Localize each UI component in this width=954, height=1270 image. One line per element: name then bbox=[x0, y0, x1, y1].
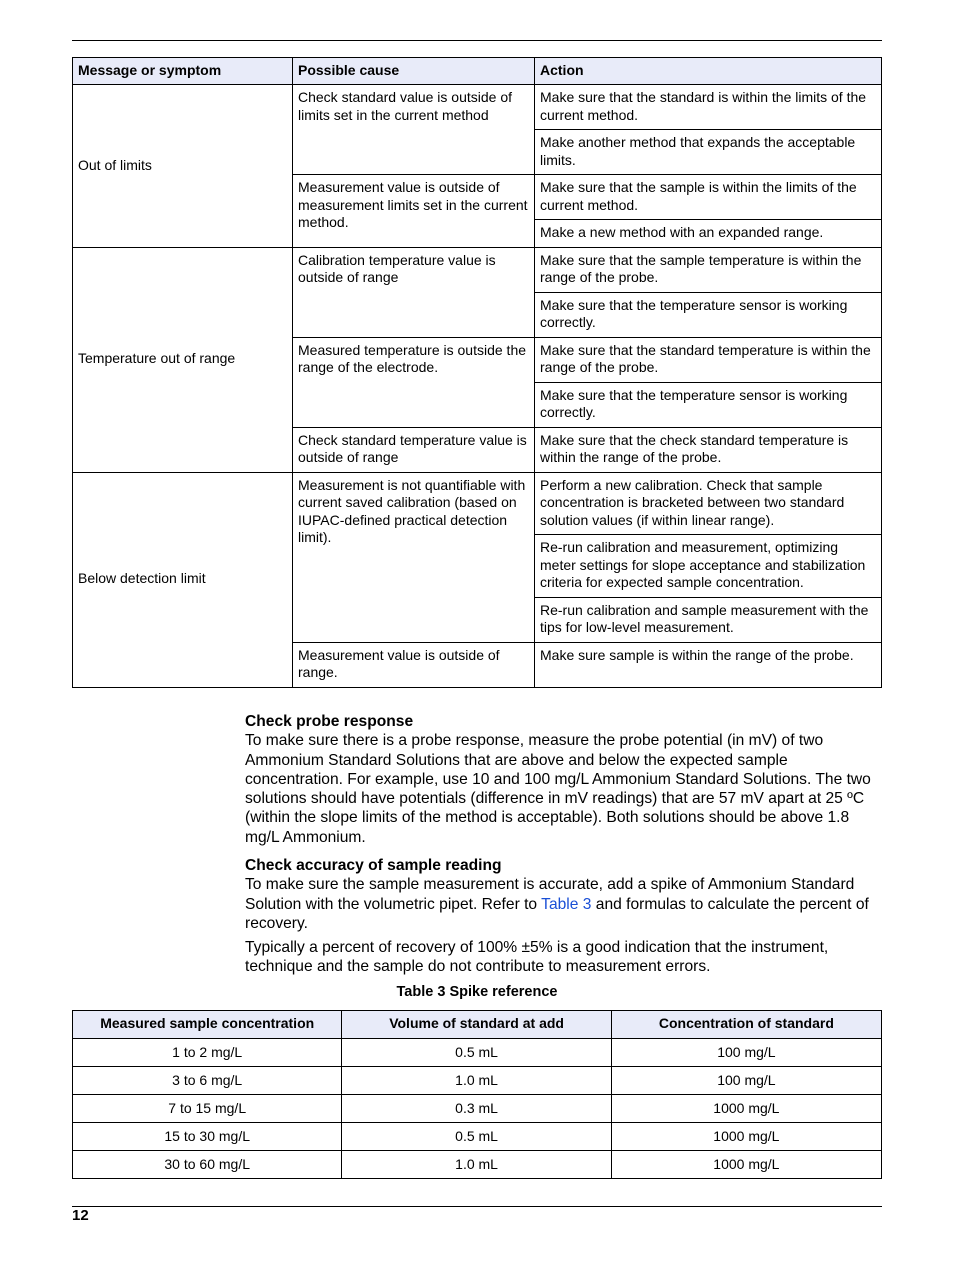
cause-cell: Measurement value is outside of range. bbox=[293, 642, 535, 687]
table-cell: 7 to 15 mg/L bbox=[73, 1095, 342, 1123]
action-cell: Make sure sample is within the range of the probe. bbox=[535, 642, 882, 687]
action-cell: Make a new method with an expanded range. bbox=[535, 220, 882, 248]
troubleshooting-table bbox=[72, 57, 882, 688]
action-cell: Make sure that the temperature sensor is working correctly. bbox=[535, 292, 882, 337]
spike-reference-table bbox=[72, 1010, 882, 1179]
section-heading: Check accuracy of sample reading bbox=[245, 857, 502, 874]
cause-cell: Measurement is not quantifiable with current saved calibration (based on IUPAC-defined practical detection limit). bbox=[293, 472, 535, 642]
recovery-paragraph bbox=[245, 938, 885, 977]
paragraph: To make sure there is a probe response, measure the probe potential (in mV) of two Ammonium Standard Solutions that are above and below the expected sample concentration. For example, use 10 and 100 mg/L Ammonium Standard Solutions. The two solutions should have potentials (difference in mV readings) that are 57 mV apart at 25 ºC (within the slope limits of the method is acceptable). Both solutions should be above 1.8 mg/L Ammonium. bbox=[245, 732, 871, 846]
table-row bbox=[73, 247, 882, 292]
probe-response-section bbox=[245, 712, 885, 847]
action-cell: Make another method that expands the acceptable limits. bbox=[535, 130, 882, 175]
cause-cell: Measurement value is outside of measurement limits set in the current method. bbox=[293, 175, 535, 248]
table-cell: 100 mg/L bbox=[611, 1067, 881, 1095]
table-cell: 1000 mg/L bbox=[611, 1151, 881, 1179]
symptom-cell: Below detection limit bbox=[73, 472, 293, 687]
action-cell: Make sure that the sample is within the limits of the current method. bbox=[535, 175, 882, 220]
table-row bbox=[73, 1067, 882, 1095]
table-cell: 0.5 mL bbox=[342, 1039, 611, 1067]
paragraph: Typically a percent of recovery of 100% ±5% is a good indication that the instrument, technique and the sample do not contribute to measurement errors. bbox=[245, 939, 829, 976]
table-cell: 3 to 6 mg/L bbox=[73, 1067, 342, 1095]
column-header: Concentration of standard bbox=[611, 1011, 881, 1039]
table-cell: 1.0 mL bbox=[342, 1151, 611, 1179]
table-cell: 15 to 30 mg/L bbox=[73, 1123, 342, 1151]
table-row bbox=[73, 1095, 882, 1123]
action-cell: Make sure that the temperature sensor is working correctly. bbox=[535, 382, 882, 427]
table-cell: 100 mg/L bbox=[611, 1039, 881, 1067]
paragraph-text: and formulas to calculate the percent of recovery. bbox=[245, 895, 869, 932]
table-cell: 1000 mg/L bbox=[611, 1123, 881, 1151]
table-row bbox=[73, 1123, 882, 1151]
column-header: Action bbox=[535, 58, 882, 85]
symptom-cell: Temperature out of range bbox=[73, 247, 293, 472]
paragraph-text: To make sure the sample measurement is accurate, add a spike of Ammonium Standard Solution with the volumetric pipet. Refer to bbox=[245, 876, 855, 913]
table-header-row bbox=[73, 1011, 882, 1039]
cause-cell: Check standard temperature value is outside of range bbox=[293, 427, 535, 472]
action-cell: Re-run calibration and measurement, optimizing meter settings for slope acceptance and stabilization criteria for expected sample concentration. bbox=[535, 535, 882, 598]
footer-rule bbox=[72, 1206, 882, 1207]
table-row bbox=[73, 1039, 882, 1067]
column-header: Possible cause bbox=[293, 58, 535, 85]
table-cell: 30 to 60 mg/L bbox=[73, 1151, 342, 1179]
action-cell: Re-run calibration and sample measurement with the tips for low-level measurement. bbox=[535, 597, 882, 642]
action-cell: Make sure that the check standard temperature is within the range of the probe. bbox=[535, 427, 882, 472]
table-cell: 1000 mg/L bbox=[611, 1095, 881, 1123]
column-header: Message or symptom bbox=[73, 58, 293, 85]
table-caption: Table 3 Spike reference bbox=[396, 984, 558, 1000]
paragraph bbox=[245, 875, 885, 933]
column-header: Volume of standard at add bbox=[342, 1011, 611, 1039]
accuracy-section bbox=[245, 856, 885, 933]
table-cell: 0.3 mL bbox=[342, 1095, 611, 1123]
table-cell: 1.0 mL bbox=[342, 1067, 611, 1095]
action-cell: Perform a new calibration. Check that sample concentration is bracketed between two standard solution values (if within linear range). bbox=[535, 472, 882, 535]
action-cell: Make sure that the sample temperature is within the range of the probe. bbox=[535, 247, 882, 292]
table-row bbox=[73, 1151, 882, 1179]
cause-cell: Measured temperature is outside the range of the electrode. bbox=[293, 337, 535, 427]
section-heading: Check probe response bbox=[245, 713, 414, 730]
header-rule bbox=[72, 40, 882, 41]
table-row bbox=[73, 472, 882, 535]
action-cell: Make sure that the standard is within the limits of the current method. bbox=[535, 85, 882, 130]
table-row bbox=[73, 85, 882, 130]
table-cell: 0.5 mL bbox=[342, 1123, 611, 1151]
symptom-cell: Out of limits bbox=[73, 85, 293, 248]
cause-cell: Calibration temperature value is outside of range bbox=[293, 247, 535, 337]
table-cell: 1 to 2 mg/L bbox=[73, 1039, 342, 1067]
table-3-link[interactable]: Table 3 bbox=[541, 895, 592, 913]
cause-cell: Check standard value is outside of limits set in the current method bbox=[293, 85, 535, 175]
action-cell: Make sure that the standard temperature is within the range of the probe. bbox=[535, 337, 882, 382]
table-header-row bbox=[73, 58, 882, 85]
page-number: 12 bbox=[72, 1207, 89, 1224]
column-header: Measured sample concentration bbox=[73, 1011, 342, 1039]
